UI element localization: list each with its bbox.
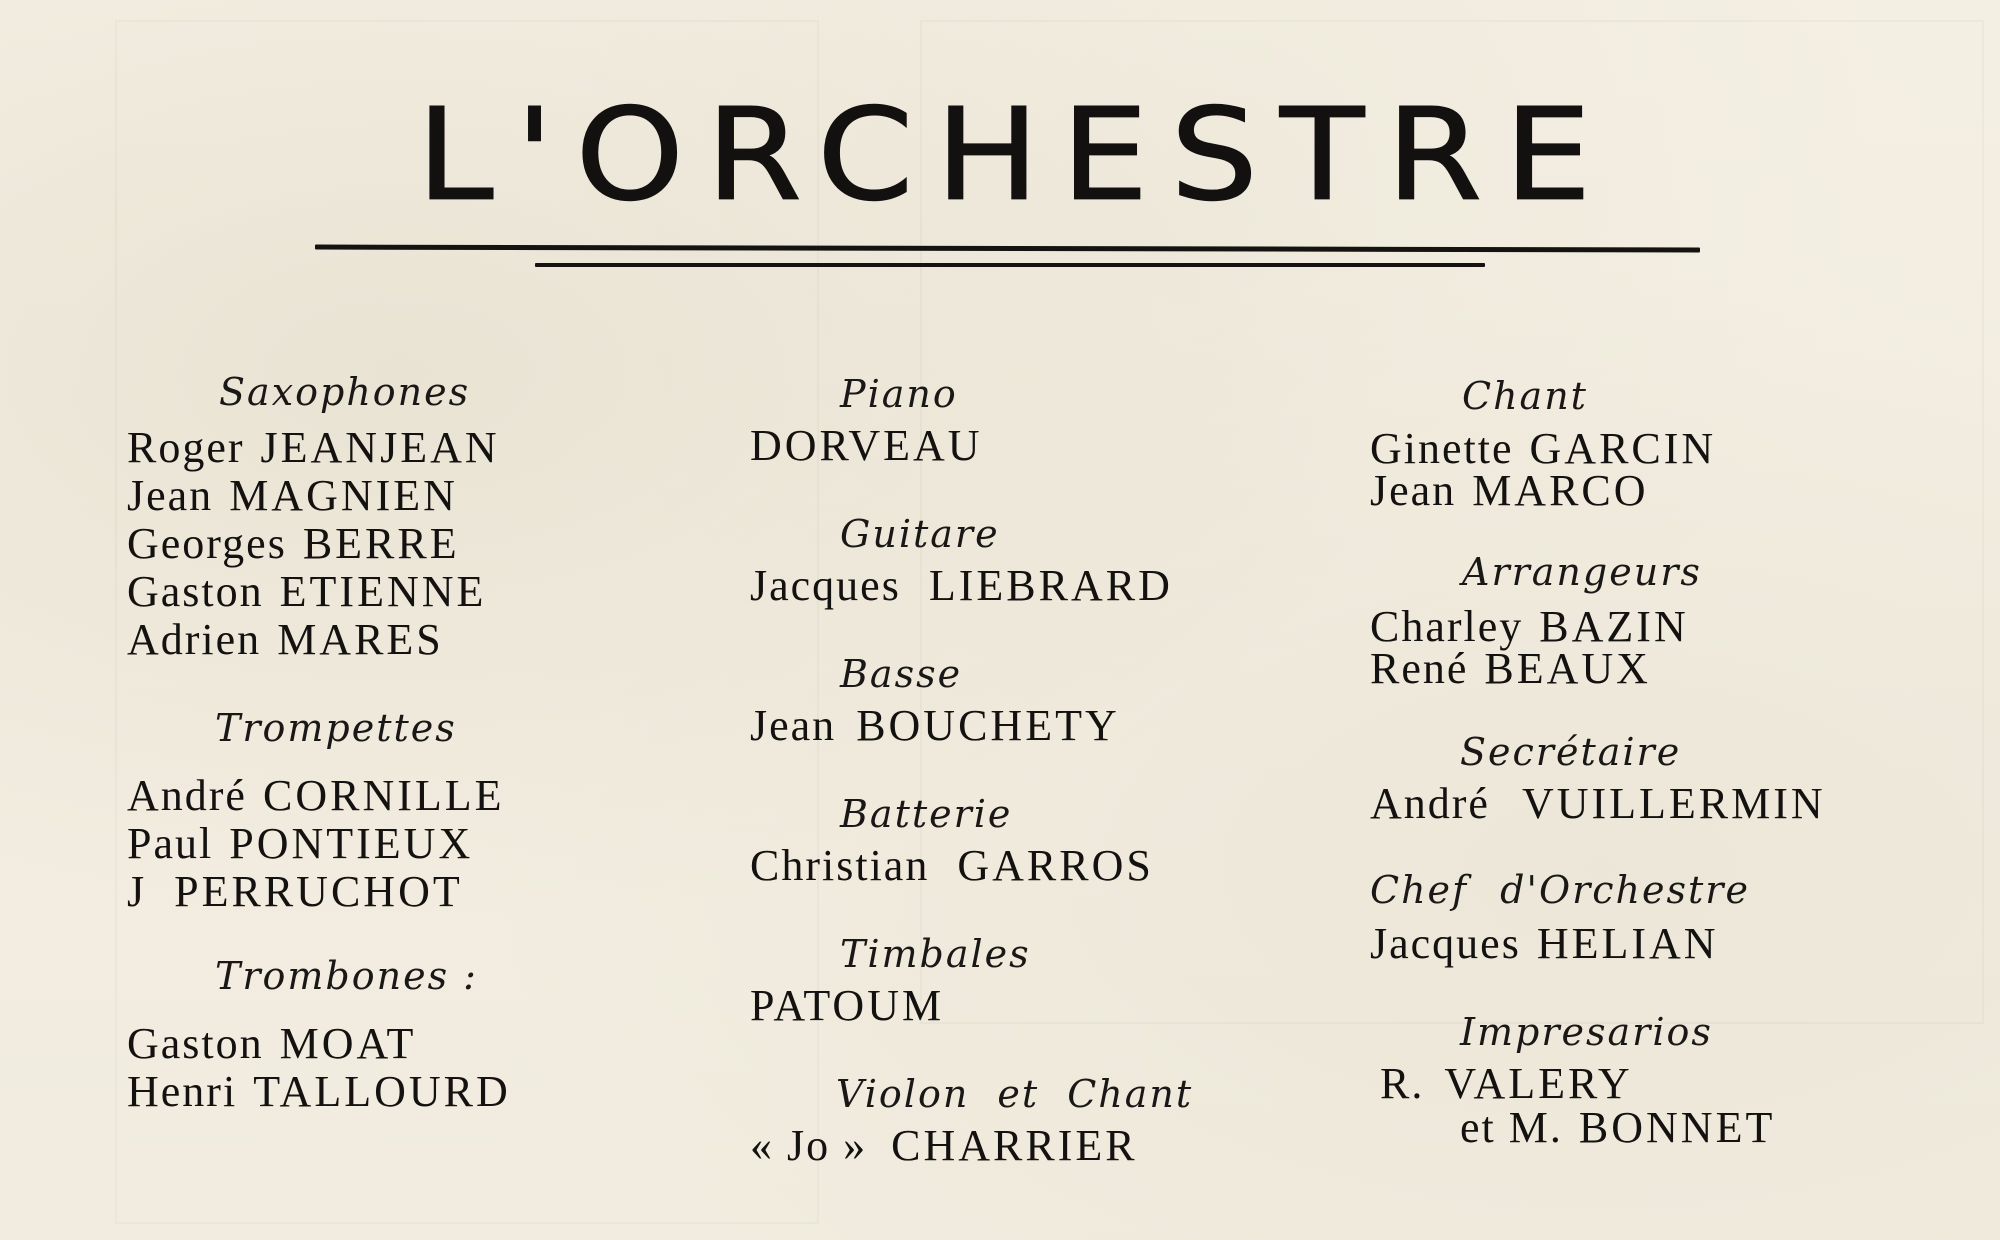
member-list (127, 772, 511, 916)
section-timbales (750, 932, 1193, 1030)
first-name: Georges (127, 519, 287, 568)
first-name: Roger (127, 423, 245, 472)
section-heading: Trompettes (215, 706, 457, 750)
section-trombones (127, 954, 511, 1116)
last-name: VALERY (1444, 1059, 1633, 1108)
member-name (127, 616, 511, 664)
member-name (750, 982, 1193, 1030)
last-name: GARCIN (1529, 424, 1717, 473)
section-heading: Basse (840, 652, 963, 696)
section-violon-et-chant (750, 1072, 1193, 1170)
last-name: DORVEAU (750, 421, 983, 470)
first-name: André (1370, 779, 1490, 828)
member-list (1370, 920, 1826, 968)
section-heading: Trombones : (215, 954, 478, 998)
member-name (127, 472, 511, 520)
last-name: ETIENNE (279, 567, 487, 616)
member-name (1370, 1059, 1826, 1108)
first-name: Charley (1370, 602, 1524, 651)
first-name: Paul (127, 819, 214, 868)
section-heading: Guitare (840, 512, 1000, 556)
member-name (1370, 780, 1826, 828)
section-saxophones (127, 370, 511, 664)
last-name: JEANJEAN (260, 423, 500, 472)
first-name: Gaston (127, 567, 264, 616)
section-piano (750, 372, 1193, 470)
section-heading: Saxophones (219, 370, 471, 414)
section-heading: Piano (840, 372, 958, 416)
first-name: J (127, 867, 147, 916)
member-list (1370, 602, 1826, 693)
member-list (1370, 1059, 1826, 1152)
title-underline-long (315, 245, 1700, 253)
member-name (750, 702, 1193, 750)
first-name: Gaston (127, 1019, 264, 1068)
last-name: HELIAN (1536, 919, 1719, 968)
first-name: René (1370, 644, 1469, 693)
section-heading: Timbales (840, 932, 1031, 976)
last-name: BONNET (1578, 1103, 1776, 1152)
last-name: BOUCHETY (856, 701, 1120, 750)
member-list (750, 562, 1193, 610)
member-list (750, 422, 1193, 470)
member-name (750, 422, 1193, 470)
first-name: « Jo » (750, 1121, 868, 1170)
last-name: MARCO (1472, 466, 1649, 515)
title-underline-short (535, 263, 1485, 267)
section-chef-d-orchestre (1370, 868, 1826, 968)
section-heading: Violon et Chant (836, 1072, 1194, 1116)
member-name (127, 1068, 511, 1116)
last-name: MOAT (279, 1019, 417, 1068)
first-name: Jacques (1370, 919, 1521, 968)
first-name: Jean (1370, 466, 1457, 515)
section-trompettes (127, 706, 511, 916)
section-secretaire (1370, 730, 1826, 828)
section-basse (750, 652, 1193, 750)
section-chant (1370, 374, 1826, 515)
first-name: André (127, 771, 247, 820)
section-batterie (750, 792, 1193, 890)
member-name (127, 424, 511, 472)
section-heading: Impresarios (1460, 1010, 1713, 1054)
first-name: Jacques (750, 561, 901, 610)
member-name (1370, 424, 1826, 473)
member-name (750, 562, 1193, 610)
last-name: TALLOURD (253, 1067, 511, 1116)
last-name: BAZIN (1539, 602, 1689, 651)
page-title: L'ORCHESTRE (416, 80, 1614, 230)
last-name: PONTIEUX (229, 819, 474, 868)
member-list (750, 982, 1193, 1030)
member-name (1370, 644, 1826, 693)
last-name: LIEBRARD (928, 561, 1173, 610)
member-name (1370, 920, 1826, 968)
member-list (750, 702, 1193, 750)
section-heading: Secrétaire (1460, 730, 1682, 774)
section-impresarios (1370, 1010, 1826, 1150)
last-name: GARROS (957, 841, 1154, 890)
first-name: Christian (750, 841, 930, 890)
member-name (127, 568, 511, 616)
member-name (127, 772, 511, 820)
last-name: CHARRIER (891, 1121, 1138, 1170)
last-name: MAGNIEN (229, 471, 458, 520)
first-name: Ginette (1370, 424, 1514, 473)
section-guitare (750, 512, 1193, 610)
last-name: VUILLERMIN (1521, 779, 1826, 828)
member-name (127, 820, 511, 868)
column-left (127, 370, 511, 1116)
section-heading: Arrangeurs (1462, 550, 1702, 594)
first-name: Henri (127, 1067, 238, 1116)
member-list (1370, 424, 1826, 515)
member-name (1370, 1103, 1826, 1152)
member-name (127, 868, 511, 916)
member-list (127, 424, 511, 664)
member-list (750, 1122, 1193, 1170)
bleed-through-text (160, 95, 178, 175)
first-name: Adrien (127, 615, 262, 664)
first-name: Jean (750, 701, 837, 750)
section-heading: Chant (1462, 374, 1588, 418)
member-name (1370, 602, 1826, 651)
section-heading: Batterie (840, 792, 1013, 836)
last-name: PATOUM (750, 981, 945, 1030)
first-name: Jean (127, 471, 214, 520)
member-list (1370, 780, 1826, 828)
last-name: CORNILLE (262, 771, 505, 820)
member-name (750, 842, 1193, 890)
first-name: et M. (1460, 1103, 1563, 1152)
last-name: PERRUCHOT (174, 867, 463, 916)
member-list (750, 842, 1193, 890)
member-name (1370, 466, 1826, 515)
section-heading: Chef d'Orchestre (1370, 868, 1750, 912)
column-middle (750, 372, 1193, 1170)
member-name (127, 1020, 511, 1068)
section-arrangeurs (1370, 550, 1826, 693)
last-name: BERRE (302, 519, 460, 568)
member-name (127, 520, 511, 568)
column-right (1370, 374, 1826, 1150)
member-list (127, 1020, 511, 1116)
last-name: MARES (277, 615, 444, 664)
first-name: R. (1380, 1059, 1425, 1108)
last-name: BEAUX (1484, 644, 1651, 693)
member-name (750, 1122, 1193, 1170)
